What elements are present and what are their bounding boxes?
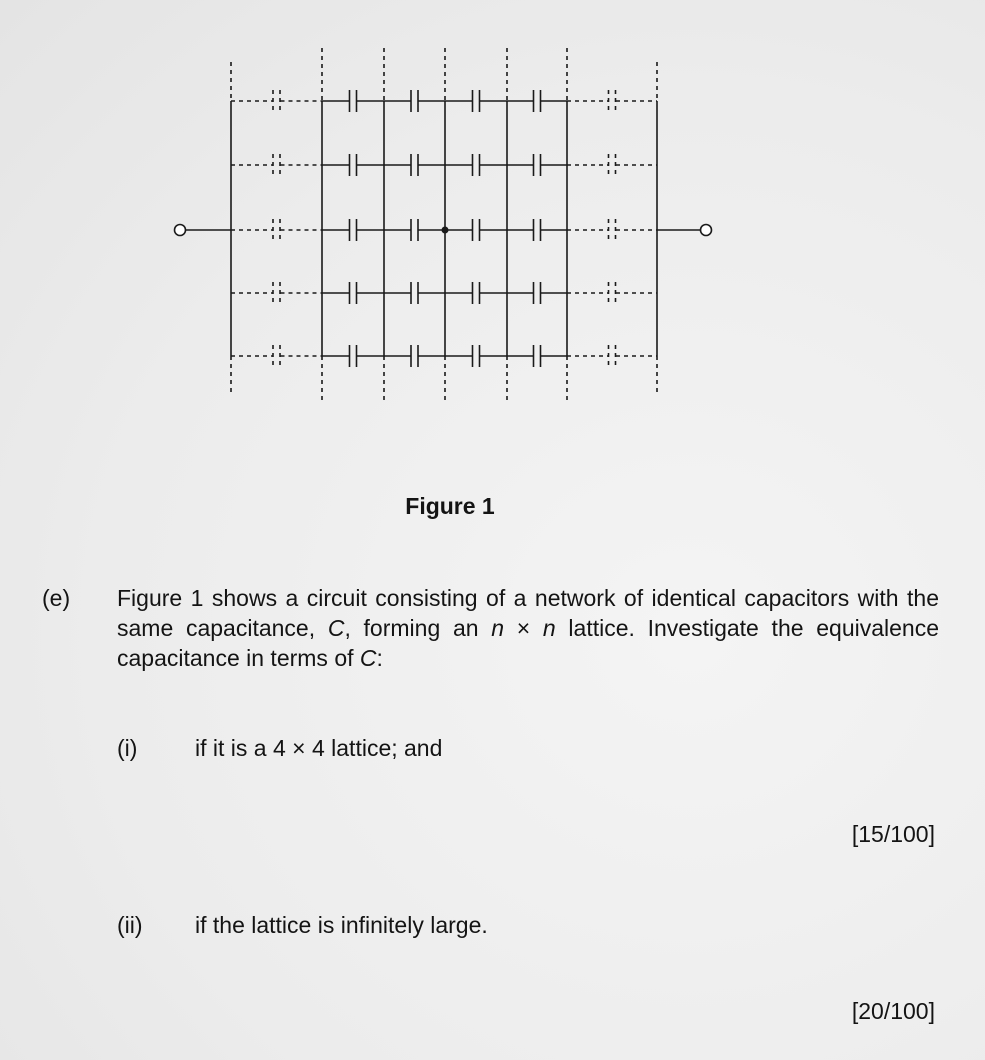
question-text: Figure 1 shows a circuit consisting of a network of identical capacitors with the same capacitance, C, forming an n × n lattice. Investigate the equivalence capacitance in terms of C: — [117, 585, 939, 671]
terminal-left-icon — [175, 225, 186, 236]
terminal-right-icon — [701, 225, 712, 236]
part-i-label: (i) — [117, 735, 138, 761]
part-ii-label: (ii) — [117, 912, 143, 938]
part-ii-text: if the lattice is infinitely large. — [195, 912, 488, 938]
part-i-text: if it is a 4 × 4 lattice; and — [195, 735, 443, 761]
part-ii-marks: [20/100] — [851, 998, 935, 1024]
capacitor-lattice-figure — [0, 0, 985, 480]
question-label: (e) — [42, 585, 71, 611]
figure-caption: Figure 1 — [405, 493, 495, 519]
part-i-marks: [15/100] — [851, 821, 935, 847]
center-node-icon — [442, 227, 449, 234]
